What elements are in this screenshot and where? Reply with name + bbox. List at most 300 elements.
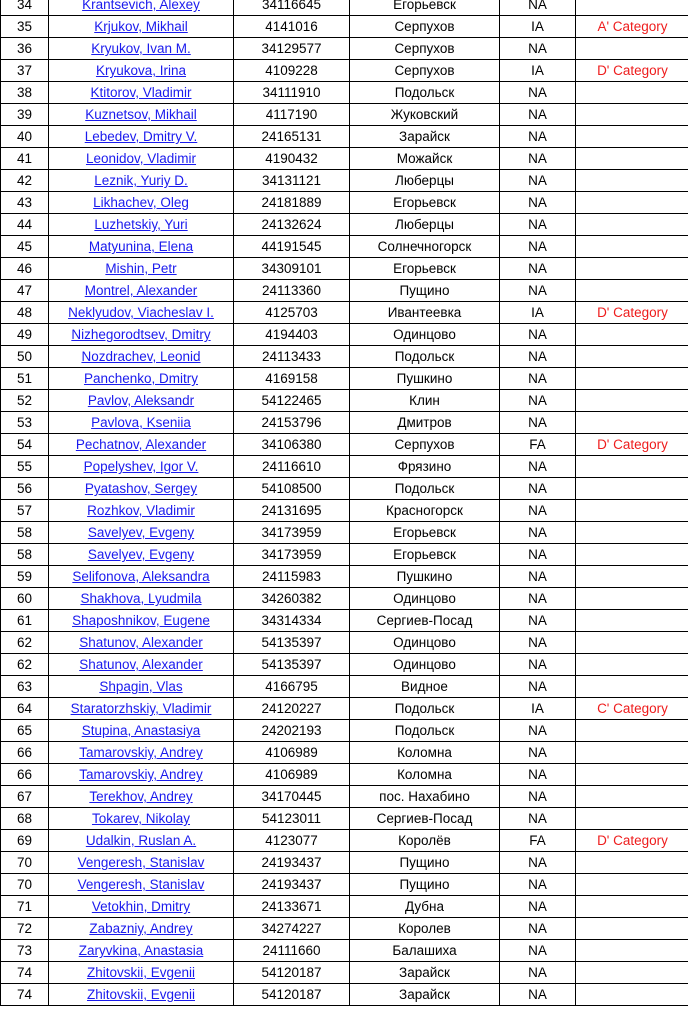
category-cell [576, 38, 688, 60]
status-cell: IA [500, 698, 576, 720]
person-name-link[interactable]: Likhachev, Oleg [93, 195, 189, 210]
table-row [1, 896, 688, 918]
person-name-link[interactable]: Pyatashov, Sergey [84, 481, 198, 496]
id-cell: 24113433 [234, 346, 350, 368]
table-row [1, 698, 688, 720]
name-cell [49, 962, 234, 984]
name-cell [49, 456, 234, 478]
table-row [1, 302, 688, 324]
category-cell [576, 984, 688, 1006]
name-cell [49, 632, 234, 654]
status-cell: NA [500, 742, 576, 764]
id-cell: 34170445 [234, 786, 350, 808]
table-row [1, 500, 688, 522]
table-row [1, 852, 688, 874]
category-cell: D' Category [576, 60, 688, 82]
person-name-link[interactable]: Krantsevich, Alexey [82, 0, 200, 12]
city-cell: Дмитров [350, 412, 500, 434]
table-row [1, 940, 688, 962]
category-cell [576, 676, 688, 698]
row-number-cell: 70 [1, 852, 49, 874]
city-cell: Пушкино [350, 368, 500, 390]
row-number-cell: 36 [1, 38, 49, 60]
id-cell: 4106989 [234, 764, 350, 786]
status-cell: IA [500, 302, 576, 324]
id-cell: 24113360 [234, 280, 350, 302]
table-row [1, 16, 688, 38]
table-row [1, 170, 688, 192]
table-row [1, 434, 688, 456]
row-number-cell: 39 [1, 104, 49, 126]
person-name-link[interactable]: Nozdrachev, Leonid [81, 349, 201, 364]
city-cell: Егорьевск [350, 544, 500, 566]
status-cell: NA [500, 346, 576, 368]
person-name-link[interactable]: Shpagin, Vlas [99, 679, 183, 694]
category-cell [576, 82, 688, 104]
row-number-cell: 62 [1, 632, 49, 654]
id-cell: 54122465 [234, 390, 350, 412]
table-row [1, 830, 688, 852]
city-cell: Коломна [350, 742, 500, 764]
id-cell: 34106380 [234, 434, 350, 456]
city-cell: Зарайск [350, 984, 500, 1006]
name-cell [49, 170, 234, 192]
category-cell [576, 654, 688, 676]
category-cell [576, 588, 688, 610]
name-cell [49, 874, 234, 896]
name-cell [49, 544, 234, 566]
person-name-link[interactable]: Shatunov, Alexander [79, 657, 203, 672]
city-cell: Дубна [350, 896, 500, 918]
id-cell: 34116645 [234, 0, 350, 16]
table-row [1, 874, 688, 896]
row-number-cell: 42 [1, 170, 49, 192]
category-cell [576, 236, 688, 258]
city-cell: Егорьевск [350, 522, 500, 544]
status-cell: NA [500, 786, 576, 808]
person-name-link[interactable]: Mishin, Petr [105, 261, 177, 276]
person-name-link[interactable]: Selifonova, Aleksandra [72, 569, 210, 584]
id-cell: 54120187 [234, 962, 350, 984]
row-number-cell: 52 [1, 390, 49, 412]
status-cell: NA [500, 918, 576, 940]
name-cell [49, 478, 234, 500]
table-row [1, 148, 688, 170]
city-cell: пос. Нахабино [350, 786, 500, 808]
id-cell: 4125703 [234, 302, 350, 324]
category-cell: D' Category [576, 302, 688, 324]
category-cell [576, 390, 688, 412]
row-number-cell: 62 [1, 654, 49, 676]
category-cell: A' Category [576, 16, 688, 38]
name-cell [49, 764, 234, 786]
city-cell: Одинцово [350, 324, 500, 346]
person-name-link[interactable]: Udalkin, Ruslan A. [85, 833, 197, 848]
person-name-link[interactable]: Lebedev, Dmitry V. [84, 129, 198, 144]
city-cell: Егорьевск [350, 0, 500, 16]
name-cell [49, 390, 234, 412]
person-name-link[interactable]: Zabazniy, Andrey [89, 921, 193, 936]
status-cell: NA [500, 808, 576, 830]
row-number-cell: 38 [1, 82, 49, 104]
table-row [1, 214, 688, 236]
status-cell: NA [500, 676, 576, 698]
row-number-cell: 59 [1, 566, 49, 588]
row-number-cell: 50 [1, 346, 49, 368]
category-cell [576, 896, 688, 918]
id-cell: 4190432 [234, 148, 350, 170]
person-name-link[interactable]: Savelyev, Evgeny [87, 525, 195, 540]
row-number-cell: 58 [1, 522, 49, 544]
status-cell: NA [500, 588, 576, 610]
name-cell [49, 500, 234, 522]
name-cell [49, 742, 234, 764]
person-name-link[interactable]: Kuznetsov, Mikhail [85, 107, 197, 122]
category-cell [576, 214, 688, 236]
table-row [1, 82, 688, 104]
name-cell [49, 302, 234, 324]
row-number-cell: 61 [1, 610, 49, 632]
city-cell: Жуковский [350, 104, 500, 126]
person-name-link[interactable]: Matyunina, Elena [88, 239, 194, 254]
row-number-cell: 67 [1, 786, 49, 808]
id-cell: 4194403 [234, 324, 350, 346]
category-cell [576, 104, 688, 126]
table-row [1, 368, 688, 390]
row-number-cell: 72 [1, 918, 49, 940]
status-cell: NA [500, 390, 576, 412]
id-cell: 24132624 [234, 214, 350, 236]
name-cell [49, 940, 234, 962]
id-cell: 34173959 [234, 544, 350, 566]
city-cell: Зарайск [350, 126, 500, 148]
person-name-link[interactable]: Rozhkov, Vladimir [87, 503, 195, 518]
id-cell: 24153796 [234, 412, 350, 434]
city-cell: Видное [350, 676, 500, 698]
table-row [1, 60, 688, 82]
id-cell: 24116610 [234, 456, 350, 478]
id-cell: 34173959 [234, 522, 350, 544]
category-cell [576, 962, 688, 984]
row-number-cell: 54 [1, 434, 49, 456]
table-row [1, 588, 688, 610]
status-cell: NA [500, 500, 576, 522]
name-cell [49, 676, 234, 698]
name-cell [49, 522, 234, 544]
person-name-link[interactable]: Shakhova, Lyudmila [80, 591, 202, 606]
id-cell: 54123011 [234, 808, 350, 830]
category-cell [576, 566, 688, 588]
status-cell: NA [500, 874, 576, 896]
row-number-cell: 44 [1, 214, 49, 236]
name-cell [49, 786, 234, 808]
row-number-cell: 56 [1, 478, 49, 500]
person-name-link[interactable]: Leonidov, Vladimir [85, 151, 197, 166]
person-name-link[interactable]: Popelyshev, Igor V. [83, 459, 199, 474]
name-cell [49, 346, 234, 368]
table-row [1, 610, 688, 632]
status-cell: NA [500, 214, 576, 236]
category-cell [576, 280, 688, 302]
name-cell [49, 324, 234, 346]
city-cell: Егорьевск [350, 258, 500, 280]
row-number-cell: 48 [1, 302, 49, 324]
person-name-link[interactable]: Ktitorov, Vladimir [90, 85, 192, 100]
person-name-link[interactable]: Kryukova, Irina [95, 63, 187, 78]
city-cell: Подольск [350, 720, 500, 742]
table-row [1, 544, 688, 566]
status-cell: NA [500, 478, 576, 500]
id-cell: 34129577 [234, 38, 350, 60]
row-number-cell: 55 [1, 456, 49, 478]
status-cell: NA [500, 896, 576, 918]
status-cell: NA [500, 654, 576, 676]
table-row [1, 346, 688, 368]
category-cell [576, 742, 688, 764]
status-cell: NA [500, 456, 576, 478]
city-cell: Королёв [350, 830, 500, 852]
status-cell: NA [500, 0, 576, 16]
category-cell [576, 808, 688, 830]
id-cell: 24120227 [234, 698, 350, 720]
status-cell: NA [500, 324, 576, 346]
person-name-link[interactable]: Pavlova, Kseniia [91, 415, 191, 430]
person-name-link[interactable]: Terekhov, Andrey [89, 789, 193, 804]
status-cell: NA [500, 126, 576, 148]
category-cell [576, 126, 688, 148]
person-name-link[interactable]: Tokarev, Nikolay [91, 811, 191, 826]
name-cell [49, 60, 234, 82]
id-cell: 24165131 [234, 126, 350, 148]
id-cell: 24115983 [234, 566, 350, 588]
city-cell: Клин [350, 390, 500, 412]
person-name-link[interactable]: Nizhegorodtsev, Dmitry [71, 327, 211, 342]
table-row [1, 962, 688, 984]
person-name-link[interactable]: Stupina, Anastasiya [81, 723, 201, 738]
table-row [1, 258, 688, 280]
table-row [1, 522, 688, 544]
id-cell: 4106989 [234, 742, 350, 764]
person-name-link[interactable]: Zhitovskii, Evgenii [86, 965, 196, 980]
status-cell: NA [500, 962, 576, 984]
row-number-cell: 66 [1, 742, 49, 764]
category-cell [576, 148, 688, 170]
name-cell [49, 258, 234, 280]
city-cell: Солнечногорск [350, 236, 500, 258]
city-cell: Фрязино [350, 456, 500, 478]
row-number-cell: 74 [1, 962, 49, 984]
row-number-cell: 66 [1, 764, 49, 786]
city-cell: Пущино [350, 280, 500, 302]
table-row [1, 918, 688, 940]
name-cell [49, 280, 234, 302]
name-cell [49, 896, 234, 918]
category-cell: D' Category [576, 434, 688, 456]
status-cell: NA [500, 148, 576, 170]
row-number-cell: 69 [1, 830, 49, 852]
name-cell [49, 236, 234, 258]
category-cell [576, 500, 688, 522]
status-cell: NA [500, 82, 576, 104]
category-cell [576, 346, 688, 368]
city-cell: Пушкино [350, 566, 500, 588]
city-cell: Серпухов [350, 60, 500, 82]
table-row [1, 478, 688, 500]
status-cell: NA [500, 940, 576, 962]
status-cell: NA [500, 566, 576, 588]
table-row [1, 566, 688, 588]
person-name-link[interactable]: Leznik, Yuriy D. [94, 173, 188, 188]
id-cell: 34260382 [234, 588, 350, 610]
table-row [1, 324, 688, 346]
category-cell [576, 544, 688, 566]
person-name-link[interactable]: Zhitovskii, Evgenii [86, 987, 196, 1002]
row-number-cell: 47 [1, 280, 49, 302]
person-name-link[interactable]: Vengeresh, Stanislav [77, 877, 205, 892]
id-cell: 54120187 [234, 984, 350, 1006]
id-cell: 4109228 [234, 60, 350, 82]
row-number-cell: 43 [1, 192, 49, 214]
category-cell [576, 0, 688, 16]
status-cell: NA [500, 368, 576, 390]
person-name-link[interactable]: Shaposhnikov, Eugene [72, 613, 210, 628]
person-name-link[interactable]: Kryukov, Ivan M. [91, 41, 191, 56]
table-row [1, 192, 688, 214]
table-row [1, 456, 688, 478]
id-cell: 54135397 [234, 654, 350, 676]
city-cell: Подольск [350, 346, 500, 368]
name-cell [49, 434, 234, 456]
id-cell: 34111910 [234, 82, 350, 104]
person-name-link[interactable]: Savelyev, Evgeny [87, 547, 195, 562]
city-cell: Серпухов [350, 434, 500, 456]
category-cell [576, 478, 688, 500]
city-cell: Пущино [350, 852, 500, 874]
name-cell [49, 588, 234, 610]
status-cell: NA [500, 192, 576, 214]
city-cell: Можайск [350, 148, 500, 170]
status-cell: NA [500, 38, 576, 60]
table-row [1, 412, 688, 434]
person-name-link[interactable]: Staratorzhskiy, Vladimir [70, 701, 212, 716]
city-cell: Егорьевск [350, 192, 500, 214]
status-cell: NA [500, 258, 576, 280]
city-cell: Подольск [350, 82, 500, 104]
name-cell [49, 214, 234, 236]
row-number-cell: 45 [1, 236, 49, 258]
table-row [1, 984, 688, 1006]
name-cell [49, 126, 234, 148]
person-name-link[interactable]: Pechatnov, Alexander [75, 437, 207, 452]
table-row [1, 654, 688, 676]
row-number-cell: 68 [1, 808, 49, 830]
city-cell: Коломна [350, 764, 500, 786]
id-cell: 34131121 [234, 170, 350, 192]
category-cell [576, 940, 688, 962]
name-cell [49, 918, 234, 940]
city-cell: Пущино [350, 874, 500, 896]
table-row [1, 390, 688, 412]
name-cell [49, 412, 234, 434]
person-name-link[interactable]: Zaryvkina, Anastasia [78, 943, 204, 958]
person-name-link[interactable]: Panchenko, Dmitry [83, 371, 199, 386]
table-row [1, 720, 688, 742]
category-cell: C' Category [576, 698, 688, 720]
row-number-cell: 71 [1, 896, 49, 918]
id-cell: 4169158 [234, 368, 350, 390]
row-number-cell: 63 [1, 676, 49, 698]
person-name-link[interactable]: Krjukov, Mikhail [94, 19, 188, 34]
id-cell: 24202193 [234, 720, 350, 742]
name-cell [49, 984, 234, 1006]
category-cell [576, 874, 688, 896]
status-cell: IA [500, 60, 576, 82]
city-cell: Подольск [350, 698, 500, 720]
row-number-cell: 73 [1, 940, 49, 962]
person-name-link[interactable]: Pavlov, Aleksandr [87, 393, 195, 408]
row-number-cell: 65 [1, 720, 49, 742]
category-cell [576, 764, 688, 786]
row-number-cell: 34 [1, 0, 49, 16]
city-cell: Королев [350, 918, 500, 940]
status-cell: FA [500, 434, 576, 456]
id-cell: 54108500 [234, 478, 350, 500]
person-name-link[interactable]: Tamarovskiy, Andrey [79, 767, 203, 782]
person-name-link[interactable]: Neklyudov, Viacheslav I. [68, 305, 214, 320]
row-number-cell: 46 [1, 258, 49, 280]
id-cell: 4123077 [234, 830, 350, 852]
row-number-cell: 53 [1, 412, 49, 434]
category-cell [576, 522, 688, 544]
city-cell: Красногорск [350, 500, 500, 522]
row-number-cell: 37 [1, 60, 49, 82]
status-cell: NA [500, 544, 576, 566]
id-cell: 4166795 [234, 676, 350, 698]
id-cell: 24193437 [234, 852, 350, 874]
table-row [1, 104, 688, 126]
row-number-cell: 40 [1, 126, 49, 148]
category-cell [576, 852, 688, 874]
person-name-link[interactable]: Luzhetskiy, Yuri [94, 217, 188, 232]
row-number-cell: 60 [1, 588, 49, 610]
city-cell: Сергиев-Посад [350, 610, 500, 632]
category-cell [576, 918, 688, 940]
name-cell [49, 808, 234, 830]
person-name-link[interactable]: Vetokhin, Dmitry [91, 899, 191, 914]
person-name-link[interactable]: Shatunov, Alexander [79, 635, 203, 650]
status-cell: NA [500, 170, 576, 192]
person-name-link[interactable]: Tamarovskiy, Andrey [79, 745, 203, 760]
status-cell: NA [500, 632, 576, 654]
table-row [1, 632, 688, 654]
table-row [1, 280, 688, 302]
table-row [1, 742, 688, 764]
person-name-link[interactable]: Montrel, Alexander [84, 283, 198, 298]
id-cell: 24133671 [234, 896, 350, 918]
row-number-cell: 70 [1, 874, 49, 896]
name-cell [49, 566, 234, 588]
table-row [1, 38, 688, 60]
row-number-cell: 41 [1, 148, 49, 170]
table-row [1, 764, 688, 786]
row-number-cell: 74 [1, 984, 49, 1006]
person-name-link[interactable]: Vengeresh, Stanislav [77, 855, 205, 870]
status-cell: NA [500, 280, 576, 302]
category-cell [576, 368, 688, 390]
name-cell [49, 368, 234, 390]
table-row [1, 786, 688, 808]
id-cell: 34314334 [234, 610, 350, 632]
